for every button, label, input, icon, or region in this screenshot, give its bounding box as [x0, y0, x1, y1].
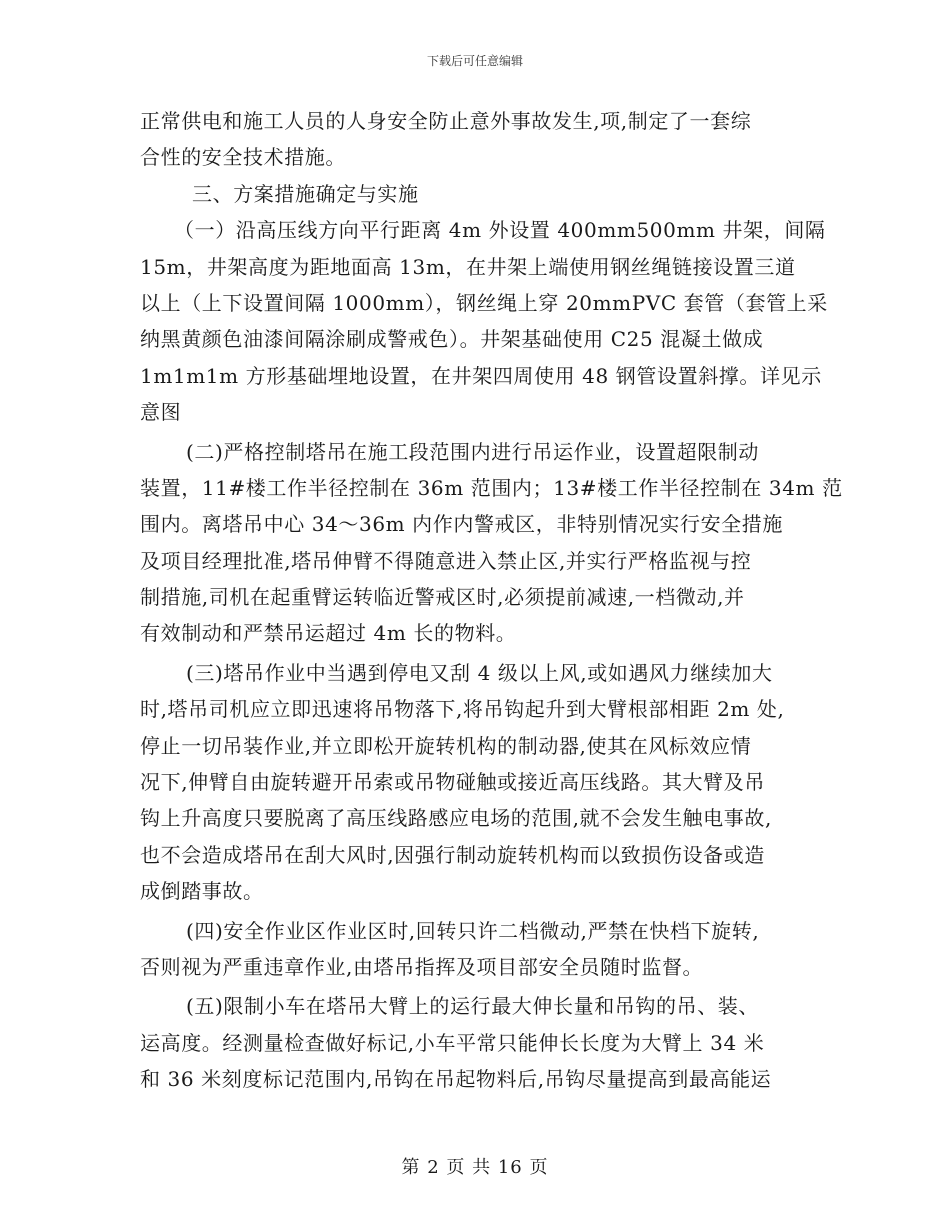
body-line: 有效制动和严禁吊运超过 4m 长的物料。 [140, 621, 517, 646]
body-line: 围内。离塔吊中心 34～36m 内作内警戒区，非特别情况实行安全措施 [140, 512, 783, 537]
body-line: 也不会造成塔吊在刮大风时,因强行制动旋转机构而以致损伤设备或造 [140, 842, 765, 867]
body-line: (三)塔吊作业中当遇到停电又刮 4 级以上风,或如遇风力继续加大 [186, 660, 773, 685]
body-line: 意图 [140, 400, 182, 425]
document-body [140, 103, 843, 1098]
body-line: 装置，11#楼工作半径控制在 36m 范围内；13#楼工作半径控制在 34m 范 [140, 475, 843, 500]
body-line: 否则视为严重违章作业,由塔吊指挥及项目部安全员随时监督。 [140, 954, 704, 979]
body-line: (五)限制小车在塔吊大臂上的运行最大伸长量和吊钩的吊、装、 [186, 994, 760, 1019]
body-line: 及项目经理批准,塔吊伸臂不得随意进入禁止区,并实行严格监视与控 [140, 548, 752, 573]
body-line: 况下,伸臂自由旋转避开吊索或吊物碰触或接近高压线路。其大臂及吊 [140, 770, 765, 795]
body-line: 时,塔吊司机应立即迅速将吊物落下,将吊钩起升到大臂根部相距 2m 处, [140, 697, 785, 722]
body-line: 正常供电和施工人员的人身安全防止意外事故发生,项,制定了一套综 [140, 109, 752, 133]
page-number-footer: 第 2 页 共 16 页 [401, 1157, 549, 1178]
body-line: 成倒踏事故。 [140, 879, 264, 904]
page-header-note: 下载后可任意编辑 [426, 54, 523, 68]
body-line: 停止一切吊装作业,并立即松开旋转机构的制动器,使其在风标效应情 [140, 733, 752, 758]
body-line: 运高度。经测量检查做好标记,小车平常只能伸长长度为大臂上 34 米 [140, 1030, 765, 1055]
body-line: 纳黑黄颜色油漆间隔涂刷成警戒色）。井架基础使用 C25 混凝土做成 [140, 327, 764, 352]
body-line: （一）沿高压线方向平行距离 4m 外设置 400mm500mm 井架，间隔 [174, 218, 826, 243]
body-line: 和 36 米刻度标记范围内,吊钩在吊起物料后,吊钩尽量提高到最高能运 [140, 1067, 772, 1092]
body-line: (二)严格控制塔吊在施工段范围内进行吊运作业，设置超限制动 [186, 439, 760, 464]
body-line: (四)安全作业区作业区时,回转只许二档微动,严禁在快档下旋转, [186, 918, 760, 943]
body-line: 合性的安全技术措施。 [140, 145, 346, 170]
section-heading: 三、方案措施确定与实施 [192, 181, 419, 206]
body-line: 15m，井架高度为距地面高 13m，在井架上端使用钢丝绳链接设置三道 [140, 254, 796, 279]
body-line: 制措施,司机在起重臂运转临近警戒区时,必须提前减速,一档微动,并 [140, 585, 745, 610]
body-line: 钩上升高度只要脱离了高压线路感应电场的范围,就不会发生触电事故, [140, 806, 772, 831]
body-line: 以上（上下设置间隔 1000mm），钢丝绳上穿 20mmPVC 套管（套管上采 [140, 290, 828, 315]
body-line: 1m1m1m 方形基础埋地设置，在井架四周使用 48 钢管设置斜撑。详见示 [140, 363, 822, 388]
